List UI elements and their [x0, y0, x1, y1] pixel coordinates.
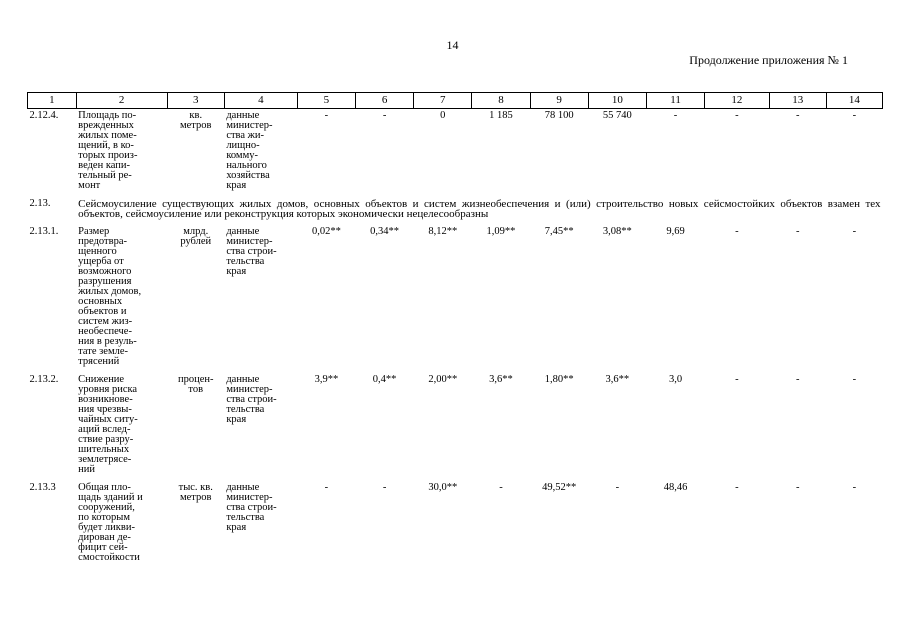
indicator-name: Общая пло- щадь зданий и сооружений, по которым будет ликви- дирован де- фицит сей- смостойкости — [78, 482, 143, 563]
section-code: 2.13. — [29, 198, 51, 209]
indicator-value: - — [795, 226, 800, 237]
section-title: Сейсмоусиление существующих жилых домов, основных объектов и систем жизнеобеспечения и (или) строительство новых сейсмостойких объектов взамен тех объектов, сейсмоусиление или реконструкция которых экономически нецелесообразны — [78, 198, 881, 220]
indicator-value: 78 100 — [544, 110, 574, 121]
indicator-value: - — [735, 226, 739, 237]
indicator-value: 1,09** — [486, 226, 516, 237]
indicator-value: 0,02** — [311, 226, 341, 237]
column-header: 11 — [646, 93, 704, 109]
indicator-value: - — [499, 482, 503, 493]
indicator-value: - — [735, 374, 739, 385]
table-row — [28, 367, 883, 475]
indicator-value: - — [382, 110, 387, 121]
table-row — [28, 475, 883, 563]
column-header: 5 — [297, 93, 355, 109]
indicator-value: 3,9** — [314, 374, 339, 385]
column-header: 7 — [414, 93, 472, 109]
indicator-value: - — [324, 482, 329, 493]
indicator-value: 3,6** — [489, 374, 513, 385]
column-header: 6 — [356, 93, 414, 109]
indicator-source: данные министер- ства жи- лищно- комму- нального хозяйства края — [226, 110, 273, 191]
indicator-source: данные министер- ства строи- тельства края — [226, 374, 277, 425]
indicator-value: - — [795, 110, 800, 121]
indicator-value: 1 185 — [489, 110, 513, 121]
indicator-value: - — [795, 374, 800, 385]
indicator-unit: тыс. кв. метров — [178, 482, 213, 503]
indicator-value: - — [735, 110, 739, 121]
indicator-value: - — [852, 110, 857, 121]
column-header: 13 — [769, 93, 826, 109]
indicator-table — [27, 92, 883, 563]
indicator-value: - — [324, 110, 329, 121]
column-header: 4 — [224, 93, 297, 109]
indicator-code: 2.13.2. — [29, 374, 59, 385]
indicator-source: данные министер- ства строи- тельства края — [226, 482, 277, 533]
table-body — [28, 109, 883, 564]
indicator-name: Снижение уровня риска возникнове- ния чрезвы- чайных ситу- аций вслед- ствие разру- шительных землетрясе- ний — [78, 374, 138, 475]
indicator-value: 3,0 — [668, 374, 683, 385]
column-header: 1 — [28, 93, 77, 109]
indicator-value: - — [852, 374, 857, 385]
column-number-row — [28, 93, 883, 109]
page-number: 14 — [446, 38, 459, 52]
indicator-value: 49,52** — [542, 482, 577, 493]
indicator-value: 48,46 — [663, 482, 688, 493]
indicator-code: 2.13.1. — [29, 226, 59, 237]
column-header: 9 — [530, 93, 588, 109]
indicator-value: 3,6** — [605, 374, 630, 385]
indicator-name: Площадь по- врежденных жилых поме- щений, в ко- торых произ- веден капи- тельный ре- монт — [78, 110, 138, 191]
indicator-value: 2,00** — [428, 374, 458, 385]
indicator-value: 8,12** — [428, 226, 458, 237]
indicator-value: - — [673, 110, 678, 121]
table-row — [28, 219, 883, 367]
indicator-value: - — [382, 482, 387, 493]
table-row — [28, 109, 883, 192]
indicator-value: 0,34** — [370, 226, 400, 237]
indicator-unit: млрд. рублей — [180, 226, 212, 247]
column-header: 12 — [705, 93, 770, 109]
indicator-value: 1,80** — [544, 374, 574, 385]
indicator-value: - — [795, 482, 800, 493]
indicator-value: 9,69 — [666, 226, 685, 237]
indicator-unit: процен- тов — [177, 374, 214, 395]
section-row — [28, 191, 883, 219]
indicator-name: Размер предотвра- щенного ущерба от возможного разрушения жилых домов, основных объектов и систем жиз- необеспече- ния в резуль- тате земле- трясений — [78, 226, 142, 367]
indicator-value: - — [615, 482, 620, 493]
indicator-code: 2.12.4. — [29, 110, 59, 121]
column-header: 10 — [588, 93, 646, 109]
indicator-value: 0,4** — [372, 374, 397, 385]
indicator-value: - — [852, 482, 857, 493]
column-header: 3 — [167, 93, 224, 109]
indicator-unit: кв. метров — [180, 110, 212, 131]
indicator-value: 55 740 — [602, 110, 632, 121]
indicator-value: 30,0** — [428, 482, 458, 493]
continuation-label: Продолжение приложения № 1 — [689, 53, 848, 67]
column-header: 8 — [472, 93, 530, 109]
column-header: 2 — [76, 93, 167, 109]
indicator-value: 7,45** — [544, 226, 574, 237]
indicator-code: 2.13.3 — [29, 482, 56, 493]
indicator-value: - — [852, 226, 857, 237]
column-header: 14 — [826, 93, 882, 109]
indicator-value: 0 — [440, 110, 446, 121]
indicator-source: данные министер- ства строи- тельства края — [226, 226, 277, 277]
indicator-value: - — [735, 482, 739, 493]
indicator-value: 3,08** — [602, 226, 632, 237]
